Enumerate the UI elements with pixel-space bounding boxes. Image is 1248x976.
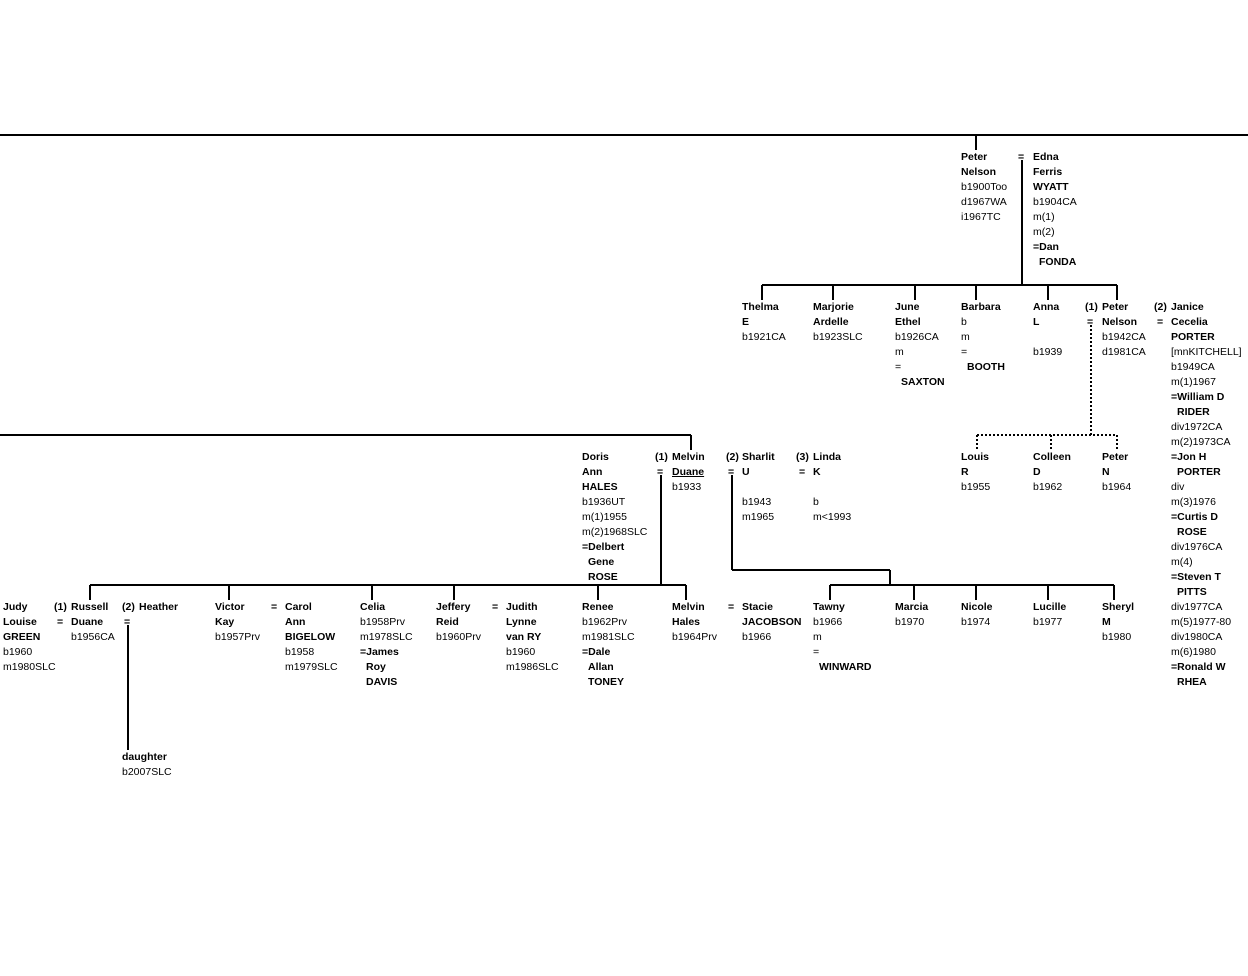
- person-marjorie[interactable]: [813, 300, 863, 345]
- person-anna[interactable]: [1033, 300, 1062, 360]
- birth-info: b1942CA: [1102, 331, 1146, 343]
- marriage-info: m(1)1967: [1171, 376, 1216, 388]
- given-name: Marcia: [895, 601, 929, 613]
- given-name: D: [1033, 466, 1041, 478]
- marriage-info: m(5)1977-80: [1171, 616, 1232, 628]
- marriage-info: m: [813, 631, 822, 643]
- blank-line: [742, 480, 775, 495]
- given-name: Sheryl: [1102, 601, 1135, 613]
- spouse-name: =William D: [1171, 391, 1225, 403]
- birth-info: b1964Prv: [672, 631, 717, 643]
- given-name: Peter: [1102, 451, 1129, 463]
- birth-info: b1966: [742, 631, 772, 643]
- person-judy-green[interactable]: [3, 600, 56, 675]
- marriage-number-marker: (2): [122, 601, 135, 613]
- given-name: Ardelle: [813, 316, 849, 328]
- surname: PORTER: [1171, 331, 1215, 343]
- person-renee[interactable]: [582, 600, 635, 690]
- burial-info: i1967TC: [961, 211, 1001, 223]
- marriage-info: m: [961, 331, 970, 343]
- marriage-info: m1981SLC: [582, 631, 635, 643]
- given-name: Barbara: [961, 301, 1001, 313]
- given-name: Russell: [71, 601, 109, 613]
- marriage-info: m: [895, 346, 904, 358]
- marriage-info: m(2)1968SLC: [582, 526, 648, 538]
- given-name: Kay: [215, 616, 235, 628]
- marriage-info: m<1993: [813, 511, 852, 523]
- marriage-info: m(6)1980: [1171, 646, 1216, 658]
- given-name: Duane: [71, 616, 104, 628]
- spouse-name: Gene: [588, 556, 615, 568]
- spouse-marker: =: [1018, 151, 1025, 163]
- birth-info: b1966: [813, 616, 843, 628]
- person-peter-n-1964[interactable]: [1102, 450, 1131, 495]
- person-barbara[interactable]: [961, 300, 1005, 375]
- person-daughter[interactable]: [122, 750, 172, 780]
- marriage-info: m(3)1976: [1171, 496, 1216, 508]
- surname: BIGELOW: [285, 631, 336, 643]
- person-thelma[interactable]: [742, 300, 786, 345]
- spouse-name: =Dale: [582, 646, 611, 658]
- given-name: Linda: [813, 451, 841, 463]
- marriage-info: m(1): [1033, 211, 1055, 223]
- given-name: Doris: [582, 451, 609, 463]
- birth-info: b1923SLC: [813, 331, 863, 343]
- birth-info: b1974: [961, 616, 991, 628]
- given-name: Melvin: [672, 451, 705, 463]
- surname: WYATT: [1033, 181, 1069, 193]
- given-name: Duane: [672, 466, 705, 478]
- given-name: Nelson: [961, 166, 997, 178]
- birth-info: b1977: [1033, 616, 1063, 628]
- person-sharlit[interactable]: [742, 450, 775, 525]
- given-name: Ethel: [895, 316, 921, 328]
- given-name: Jeffery: [436, 601, 471, 613]
- death-info: d1981CA: [1102, 346, 1146, 358]
- surname: van RY: [506, 631, 542, 643]
- person-peter-nelson-1900[interactable]: [961, 150, 1007, 225]
- person-heather[interactable]: [139, 600, 178, 615]
- marriage-info: m1986SLC: [506, 661, 559, 673]
- surname: GREEN: [3, 631, 41, 643]
- birth-info: b1960Prv: [436, 631, 481, 643]
- marriage-number-marker: (1): [1085, 301, 1098, 313]
- spouse-surname: PORTER: [1177, 466, 1221, 478]
- person-louis[interactable]: [961, 450, 990, 495]
- given-name: Carol: [285, 601, 312, 613]
- spouse-marker: =: [657, 466, 664, 478]
- birth-info: b1939: [1033, 346, 1063, 358]
- birth-info: b1956CA: [71, 631, 115, 643]
- birth-info: b1957Prv: [215, 631, 260, 643]
- spouse-marker: =: [799, 466, 806, 478]
- spouse-surname: PITTS: [1177, 586, 1207, 598]
- spouse-surname: SAXTON: [901, 376, 945, 388]
- spouse-marker: =: [1157, 316, 1164, 328]
- spouse-marker: =: [961, 346, 968, 358]
- given-name: Melvin: [672, 601, 705, 613]
- blank-line: [813, 480, 851, 495]
- given-name: E: [742, 316, 750, 328]
- given-name: N: [1102, 466, 1110, 478]
- person-melvin-duane-1933[interactable]: [672, 450, 705, 495]
- spouse-name: =Dan: [1033, 241, 1059, 253]
- person-carol-bigelow[interactable]: [285, 600, 338, 675]
- marriage-info: m(1)1955: [582, 511, 627, 523]
- birth-info: b1958Prv: [360, 616, 405, 628]
- given-name: Nelson: [1102, 316, 1138, 328]
- birth-info: b: [813, 496, 819, 508]
- person-judith-van-ry[interactable]: [506, 600, 559, 675]
- given-name: U: [742, 466, 750, 478]
- spouse-surname: DAVIS: [366, 676, 398, 688]
- spouse-name: =Delbert: [582, 541, 625, 553]
- given-name: R: [961, 466, 969, 478]
- surname: JACOBSON: [742, 616, 802, 628]
- given-name: Ferris: [1033, 166, 1063, 178]
- birth-info: b1933: [672, 481, 702, 493]
- spouse-marker: =: [57, 616, 64, 628]
- person-melvin-hales-1964[interactable]: [672, 600, 717, 645]
- spouse-marker: =: [271, 601, 278, 613]
- given-name: Victor: [215, 601, 245, 613]
- divorce-info: div1977CA: [1171, 601, 1223, 613]
- given-name: M: [1102, 616, 1111, 628]
- given-name: Marjorie: [813, 301, 854, 313]
- person-nicole[interactable]: [961, 600, 993, 630]
- given-name: Renee: [582, 601, 614, 613]
- person-sheryl[interactable]: [1102, 600, 1134, 645]
- given-name: Janice: [1171, 301, 1204, 313]
- given-name: Ann: [285, 616, 306, 628]
- marriage-info: m1978SLC: [360, 631, 413, 643]
- person-linda[interactable]: [813, 450, 851, 525]
- person-victor-kay[interactable]: [215, 600, 260, 645]
- given-name: Edna: [1033, 151, 1059, 163]
- person-janice-porter[interactable]: [1171, 300, 1242, 690]
- person-colleen[interactable]: [1033, 450, 1071, 495]
- marriage-info: m(2): [1033, 226, 1055, 238]
- marriage-info: m1979SLC: [285, 661, 338, 673]
- person-russell-duane[interactable]: [71, 600, 115, 645]
- birth-info: b1964: [1102, 481, 1132, 493]
- given-name: Stacie: [742, 601, 773, 613]
- person-marcia[interactable]: [895, 600, 928, 630]
- spouse-marker: =: [728, 466, 735, 478]
- given-name: Reid: [436, 616, 459, 628]
- given-name: Lynne: [506, 616, 537, 628]
- given-name: Judith: [506, 601, 538, 613]
- death-info: d1967WA: [961, 196, 1007, 208]
- given-name: Lucille: [1033, 601, 1067, 613]
- given-name: Ann: [582, 466, 603, 478]
- spouse-surname: TONEY: [588, 676, 624, 688]
- spouse-surname: FONDA: [1039, 256, 1077, 268]
- given-name: Peter: [1102, 301, 1129, 313]
- person-jeffery-reid[interactable]: [436, 600, 481, 645]
- given-name: Peter: [961, 151, 988, 163]
- divorce-info: div1972CA: [1171, 421, 1223, 433]
- birth-info: b1962Prv: [582, 616, 627, 628]
- person-edna-wyatt[interactable]: [1033, 150, 1077, 270]
- given-name: Heather: [139, 601, 179, 613]
- birth-info: b1955: [961, 481, 991, 493]
- person-peter-nelson-1942[interactable]: [1102, 300, 1146, 360]
- spouse-surname: RIDER: [1177, 406, 1210, 418]
- person-stacie-jacobson[interactable]: [742, 600, 802, 645]
- spouse-surname: WINWARD: [819, 661, 872, 673]
- blank-line: [1033, 330, 1062, 345]
- spouse-marker: =: [492, 601, 499, 613]
- person-lucille[interactable]: [1033, 600, 1066, 630]
- marriage-info: m1980SLC: [3, 661, 56, 673]
- given-name: K: [813, 466, 821, 478]
- spouse-name: =James: [360, 646, 399, 658]
- spouse-marker: =: [813, 646, 820, 658]
- birth-info: b1926CA: [895, 331, 939, 343]
- spouse-name: =Jon H: [1171, 451, 1207, 463]
- divorce-info: div: [1171, 481, 1185, 493]
- spouse-name: =Curtis D: [1171, 511, 1218, 523]
- person-celia[interactable]: [360, 600, 413, 690]
- spouse-name: Allan: [588, 661, 614, 673]
- given-name: Anna: [1033, 301, 1060, 313]
- marriage-number-marker: (2): [1154, 301, 1167, 313]
- maiden-name: [mnKITCHELL]: [1171, 346, 1242, 358]
- spouse-surname: BOOTH: [967, 361, 1005, 373]
- birth-info: b1904CA: [1033, 196, 1077, 208]
- person-june[interactable]: [895, 300, 945, 390]
- marriage-info: m1965: [742, 511, 775, 523]
- birth-info: b1960: [3, 646, 33, 658]
- spouse-marker: =: [124, 616, 131, 628]
- marriage-number-marker: (1): [655, 451, 668, 463]
- spouse-name: =Steven T: [1171, 571, 1221, 583]
- birth-info: b1900Too: [961, 181, 1008, 193]
- given-name: Hales: [672, 616, 701, 628]
- given-name: Sharlit: [742, 451, 775, 463]
- divorce-info: div1980CA: [1171, 631, 1223, 643]
- spouse-name: Roy: [366, 661, 386, 673]
- birth-info: b1970: [895, 616, 925, 628]
- birth-info: b1943: [742, 496, 772, 508]
- given-name: June: [895, 301, 920, 313]
- marriage-number-marker: (2): [726, 451, 739, 463]
- given-name: Louise: [3, 616, 37, 628]
- birth-info: b1949CA: [1171, 361, 1215, 373]
- spouse-marker: =: [1087, 316, 1094, 328]
- birth-info: b1980: [1102, 631, 1132, 643]
- birth-info: b1962: [1033, 481, 1063, 493]
- spouse-surname: ROSE: [588, 571, 618, 583]
- marriage-number-marker: (1): [54, 601, 67, 613]
- marriage-info: m(4): [1171, 556, 1193, 568]
- surname: HALES: [582, 481, 618, 493]
- spouse-marker: =: [895, 361, 902, 373]
- spouse-name: =Ronald W: [1171, 661, 1226, 673]
- spouse-surname: ROSE: [1177, 526, 1207, 538]
- marriage-info: m(2)1973CA: [1171, 436, 1231, 448]
- birth-info: b1921CA: [742, 331, 786, 343]
- given-name: L: [1033, 316, 1040, 328]
- given-name: Celia: [360, 601, 386, 613]
- person-doris-hales[interactable]: [582, 450, 647, 585]
- given-name: Thelma: [742, 301, 779, 313]
- birth-info: b: [961, 316, 967, 328]
- birth-info: b2007SLC: [122, 766, 172, 778]
- given-name: Louis: [961, 451, 989, 463]
- birth-info: b1960: [506, 646, 536, 658]
- given-name: Colleen: [1033, 451, 1071, 463]
- spouse-surname: RHEA: [1177, 676, 1207, 688]
- marriage-number-marker: (3): [796, 451, 809, 463]
- given-name: daughter: [122, 751, 167, 763]
- given-name: Cecelia: [1171, 316, 1208, 328]
- birth-info: b1958: [285, 646, 315, 658]
- birth-info: b1936UT: [582, 496, 626, 508]
- person-tawny[interactable]: [813, 600, 872, 675]
- given-name: Tawny: [813, 601, 845, 613]
- given-name: Judy: [3, 601, 28, 613]
- divorce-info: div1976CA: [1171, 541, 1223, 553]
- spouse-marker: =: [728, 601, 735, 613]
- given-name: Nicole: [961, 601, 993, 613]
